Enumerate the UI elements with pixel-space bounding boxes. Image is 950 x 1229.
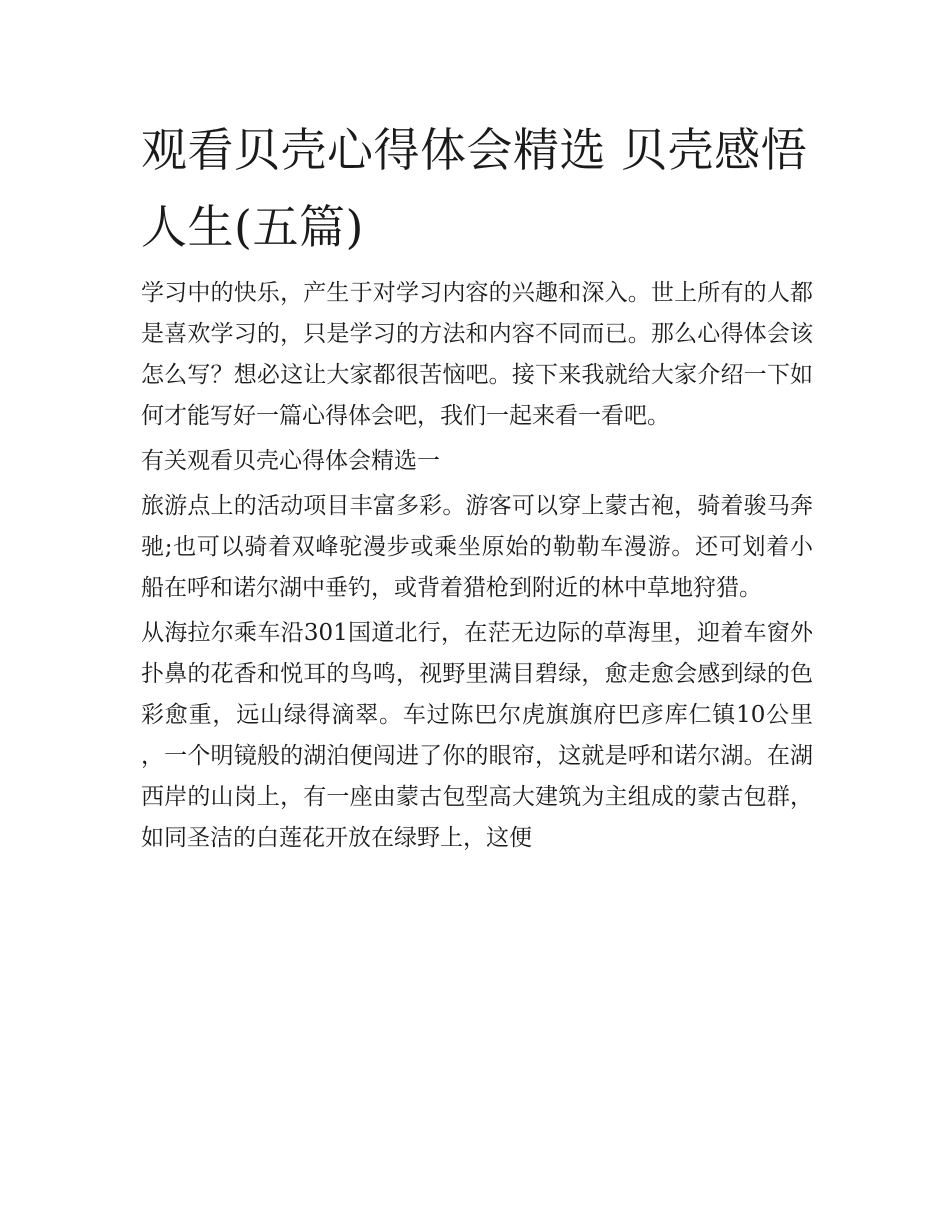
activities-paragraph: 旅游点上的活动项目丰富多彩。游客可以穿上蒙古袍，骑着骏马奔驰;也可以骑着双峰驼漫步或乘坐原始的勒勒车漫游。还可划着小船在呼和诺尔湖中垂钓，或背着猎枪到附近的林中草地狩猎。 xyxy=(141,493,813,601)
section-heading: 有关观看贝壳心得体会精选一 xyxy=(141,448,440,474)
document-title: 观看贝壳心得体会精选 贝壳感悟人生(五篇) xyxy=(141,123,808,254)
intro-paragraph: 学习中的快乐，产生于对学习内容的兴趣和深入。世上所有的人都是喜欢学习的，只是学习的方法和内容不同而已。那么心得体会该怎么写？想必这让大家都很苦恼吧。接下来我就给大家介绍一下如何才能写好一篇心得体会吧，我们一起来看一看吧。 xyxy=(141,280,813,429)
lake-paragraph: 从海拉尔乘车沿301国道北行，在茫无边际的草海里，迎着车窗外扑鼻的花香和悦耳的鸟鸣，视野里满目碧绿，愈走愈会感到绿的色彩愈重，远山绿得滴翠。车过陈巴尔虎旗旗府巴彦库仁镇10公里，一个明镜般的湖泊便闯进了你的眼帘，这就是呼和诺尔湖。在湖西岸的山岗上，有一座由蒙古包型高大建筑为主组成的蒙古包群，如同圣洁的白莲花开放在绿野上，这便 xyxy=(141,620,813,851)
document-body xyxy=(141,112,813,859)
